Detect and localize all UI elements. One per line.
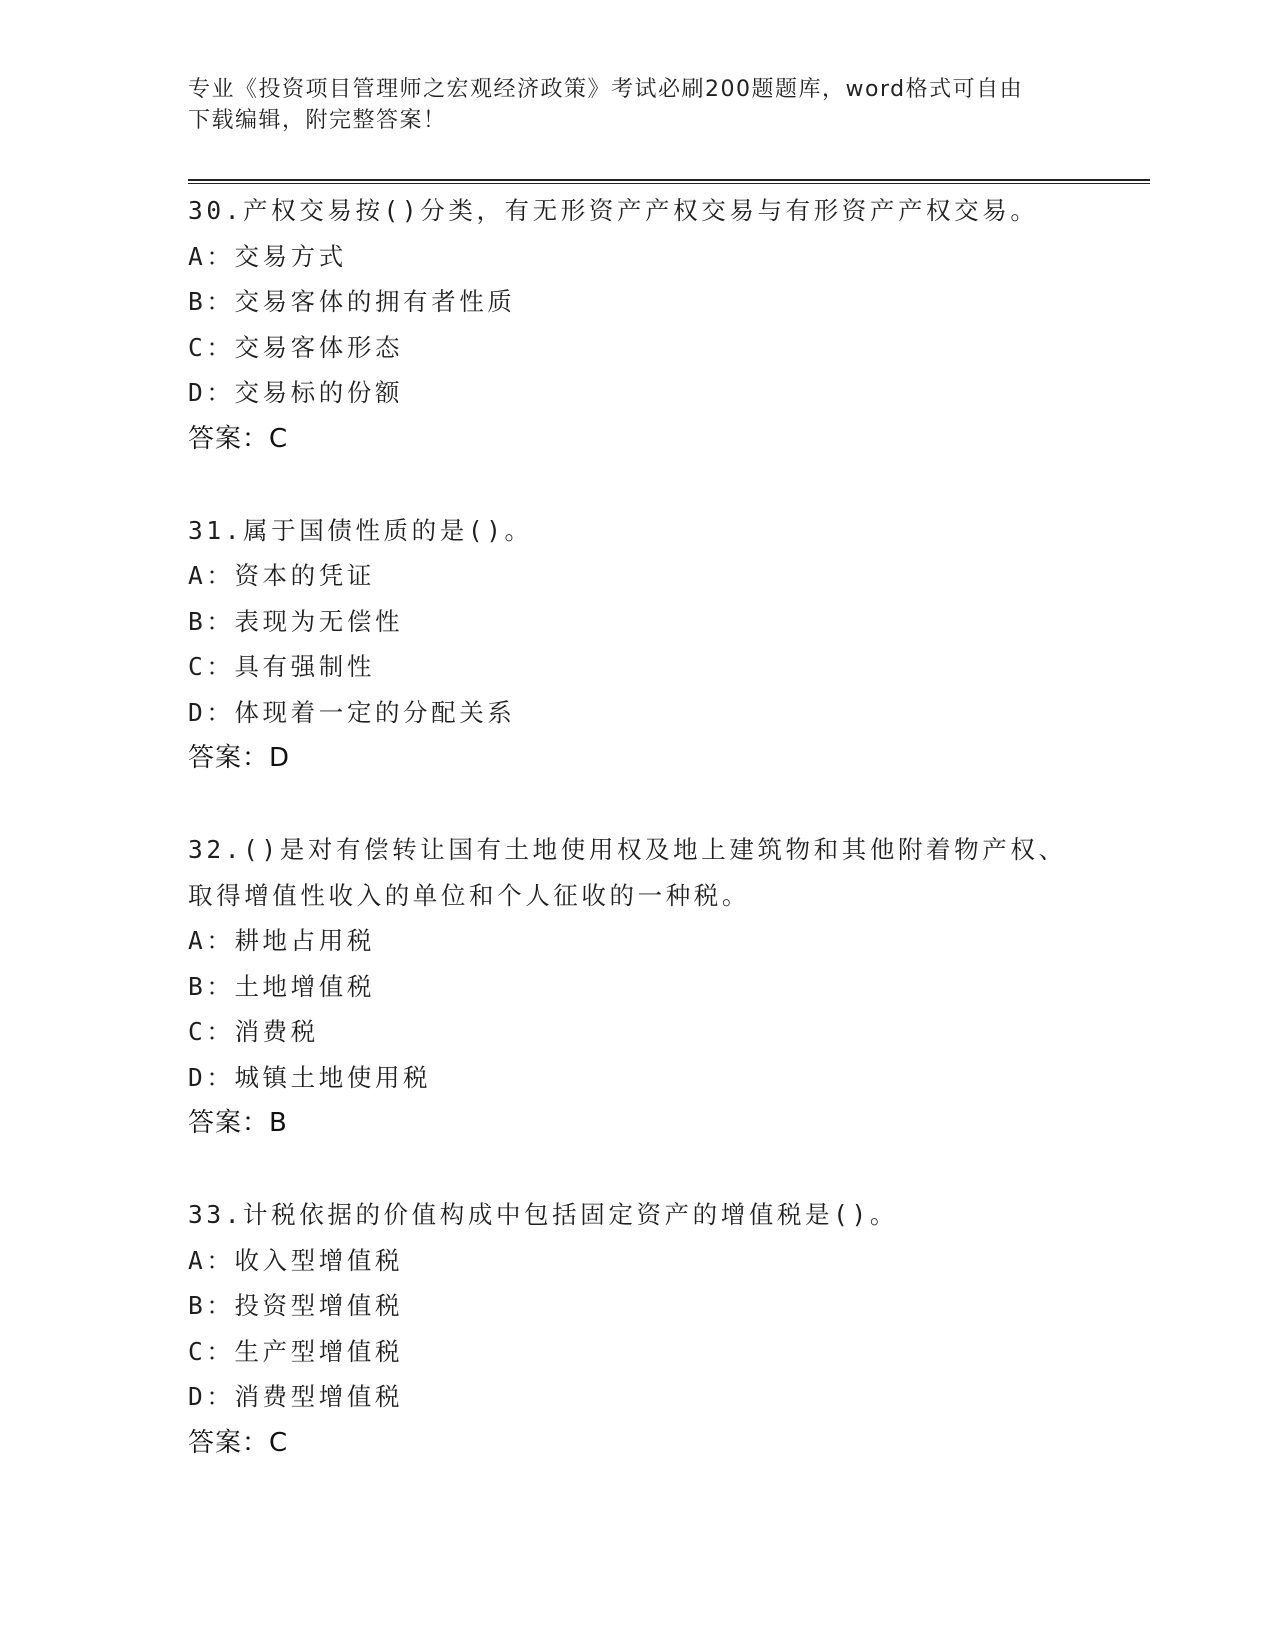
header-divider-thin bbox=[188, 183, 1150, 184]
question-stem-line-1: 32.()是对有偿转让国有土地使用权及地上建筑物和其他附着物产权、 bbox=[188, 835, 1067, 864]
option-c: C：交易客体形态 bbox=[188, 332, 404, 362]
question-stem: 33.计税依据的价值构成中包括固定资产的增值税是()。 bbox=[188, 1200, 898, 1229]
answer-label: 答案：C bbox=[188, 1427, 289, 1458]
option-b: B：交易客体的拥有者性质 bbox=[188, 287, 516, 316]
option-b: B：土地增值税 bbox=[188, 971, 375, 1001]
answer-label: 答案：C bbox=[188, 423, 289, 454]
question-list bbox=[188, 188, 1088, 1512]
header-line-1: 专业《投资项目管理师之宏观经济政策》考试必刷200题题库，word格式可自由 bbox=[188, 77, 1024, 102]
option-d: D：体现着一定的分配关系 bbox=[188, 697, 516, 727]
option-a: A：资本的凭证 bbox=[188, 561, 375, 590]
question-stem: 31.属于国债性质的是()。 bbox=[188, 515, 533, 545]
option-d: D：消费型增值税 bbox=[188, 1382, 404, 1411]
document-header bbox=[188, 74, 1068, 136]
option-c: C：生产型增值税 bbox=[188, 1336, 404, 1366]
answer-label: 答案：D bbox=[188, 743, 291, 773]
option-a: A：收入型增值税 bbox=[188, 1245, 404, 1275]
option-c: C：具有强制性 bbox=[188, 652, 375, 681]
option-d: D：交易标的份额 bbox=[188, 378, 404, 407]
question-stem-line-2: 取得增值性收入的单位和个人征收的一种税。 bbox=[188, 880, 750, 910]
option-b: B：表现为无偿性 bbox=[188, 606, 404, 636]
question-30 bbox=[188, 188, 1088, 462]
option-c: C：消费税 bbox=[188, 1017, 319, 1046]
option-a: A：耕地占用税 bbox=[188, 926, 375, 955]
question-33 bbox=[188, 1192, 1088, 1466]
option-a: A：交易方式 bbox=[188, 241, 347, 271]
header-divider-thick bbox=[188, 179, 1150, 181]
option-b: B：投资型增值税 bbox=[188, 1291, 404, 1320]
question-31 bbox=[188, 508, 1088, 782]
header-line-2: 下载编辑，附完整答案！ bbox=[188, 108, 447, 133]
answer-label: 答案：B bbox=[188, 1108, 288, 1138]
option-d: D：城镇土地使用税 bbox=[188, 1062, 432, 1092]
question-stem: 30.产权交易按()分类，有无形资产产权交易与有形资产产权交易。 bbox=[188, 196, 1039, 225]
question-32 bbox=[188, 827, 1088, 1146]
